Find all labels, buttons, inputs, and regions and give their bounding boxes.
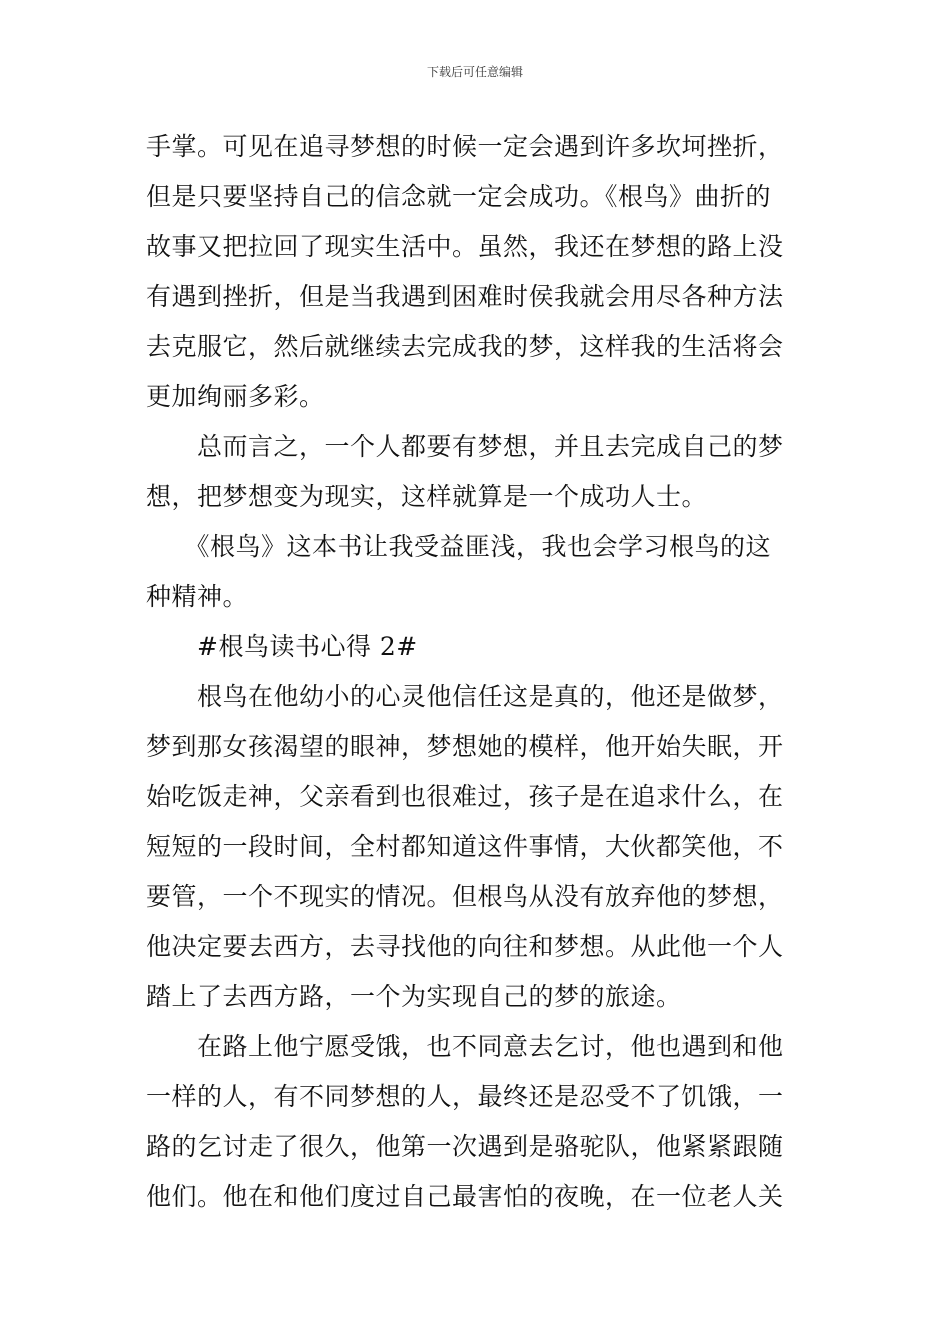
text-line: 但是只要坚持自己的信念就一定会成功。《根鸟》曲折的: [146, 182, 772, 211]
text-line: 他决定要去西方，去寻找他的向往和梦想。从此他一个人: [146, 932, 784, 961]
text-line: 梦到那女孩渴望的眼神，梦想她的模样，他开始失眠，开: [146, 732, 784, 761]
text-line: 他们。他在和他们度过自己最害怕的夜晚，在一位老人关: [146, 1182, 784, 1211]
text-line: 有遇到挫折，但是当我遇到困难时侯我就会用尽各种方法: [146, 282, 784, 311]
text-line: 去克服它，然后就继续去完成我的梦，这样我的生活将会: [146, 332, 784, 361]
text-line: 路的乞讨走了很久，他第一次遇到是骆驼队，他紧紧跟随: [146, 1132, 784, 1161]
page-header: 下载后可任意编辑: [426, 65, 523, 79]
text-line: 在路上他宁愿受饿，也不同意去乞讨，他也遇到和他: [146, 1032, 784, 1061]
text-line: 总而言之，一个人都要有梦想，并且去完成自己的梦: [146, 432, 784, 461]
text-line: 《根鸟》这本书让我受益匪浅，我也会学习根鸟的这: [146, 532, 772, 561]
text-line: 根鸟在他幼小的心灵他信任这是真的，他还是做梦，: [146, 682, 784, 711]
text-line: 踏上了去西方路，一个为实现自己的梦的旅途。: [146, 982, 682, 1011]
text-line: 想，把梦想变为现实，这样就算是一个成功人士。: [146, 482, 708, 511]
text-line: 始吃饭走神，父亲看到也很难过，孩子是在追求什么，在: [146, 782, 784, 811]
text-line: 一样的人，有不同梦想的人，最终还是忍受不了饥饿，一: [146, 1082, 784, 1111]
text-line: 手掌。可见在追寻梦想的时候一定会遇到许多坎坷挫折，: [146, 132, 784, 161]
text-line: 短短的一段时间，全村都知道这件事情，大伙都笑他，不: [146, 832, 784, 861]
section-heading: #根鸟读书心得 2#: [146, 632, 418, 661]
text-line: 种精神。: [146, 582, 249, 611]
text-line: 要管，一个不现实的情况。但根鸟从没有放弃他的梦想，: [146, 882, 784, 911]
text-line: 更加绚丽多彩。: [146, 382, 325, 411]
document-body: [146, 122, 810, 1222]
text-line: 故事又把拉回了现实生活中。虽然，我还在梦想的路上没: [146, 232, 784, 261]
